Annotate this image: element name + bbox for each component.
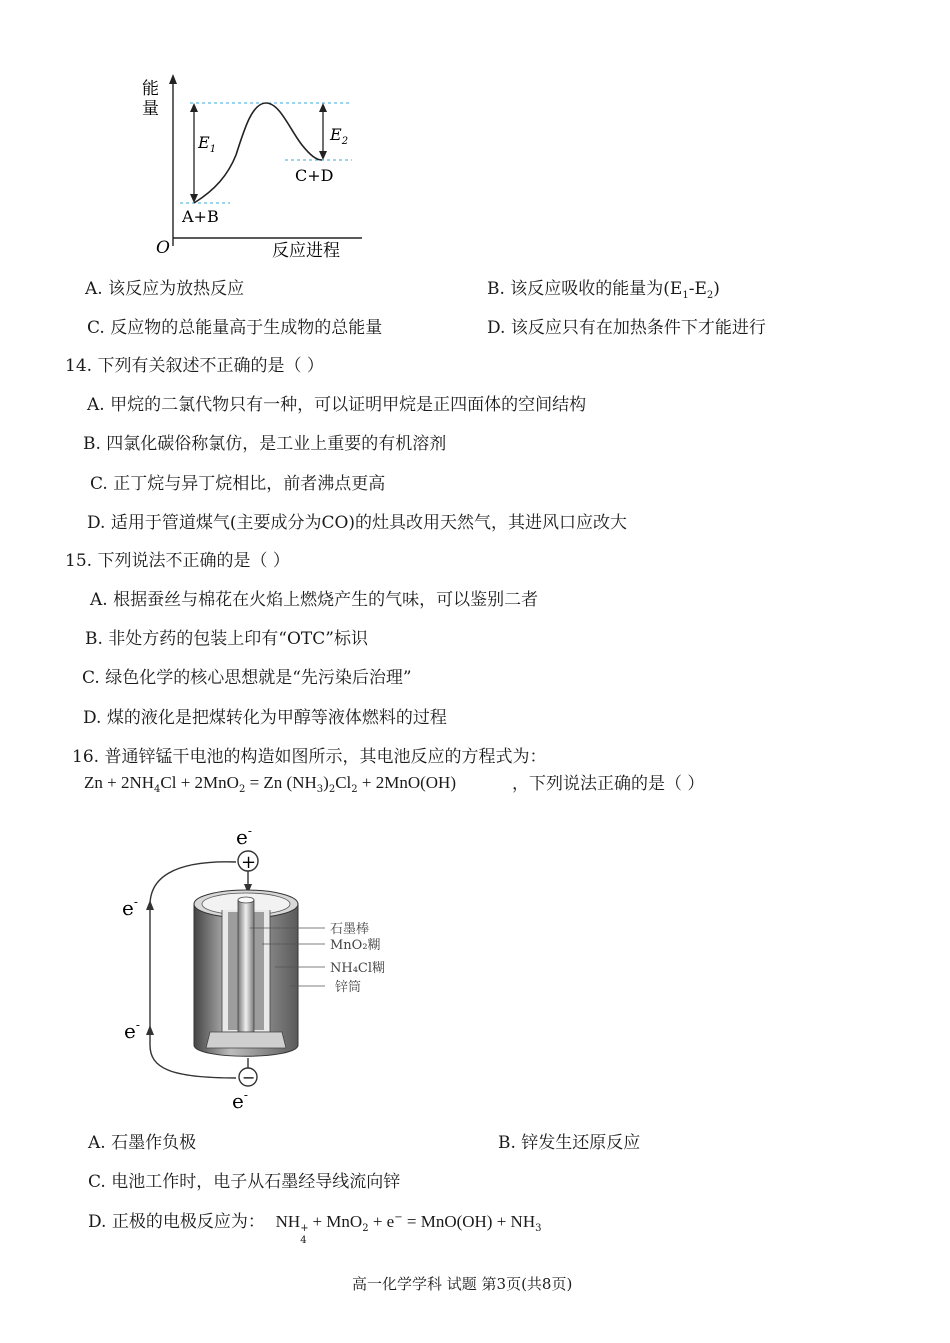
q13-option-d: D. 该反应只有在加热条件下才能进行: [487, 318, 766, 338]
energy-diagram: [130, 70, 370, 270]
electron-label-bottom: e-: [232, 1088, 248, 1113]
q15-option-d: D. 煤的液化是把煤转化为甲醇等液体燃料的过程: [83, 708, 447, 728]
battery-diagram: [110, 820, 410, 1120]
label-zinc-can: 锌筒: [335, 980, 362, 995]
products-label: C+D: [295, 166, 334, 185]
y-axis-label-top: 能: [142, 79, 159, 99]
label-graphite-rod: 石墨棒: [330, 922, 370, 937]
q14-stem: 14. 下列有关叙述不正确的是（ ）: [65, 356, 324, 376]
plus-sign: +: [241, 852, 257, 873]
q16-option-c: C. 电池工作时，电子从石墨经导线流向锌: [88, 1172, 401, 1192]
q13-option-c: C. 反应物的总能量高于生成物的总能量: [87, 318, 383, 338]
q15-stem: 15. 下列说法不正确的是（ ）: [65, 551, 290, 571]
e2-label: $E_2$: [330, 125, 349, 147]
q15-option-a: A. 根据蚕丝与棉花在火焰上燃烧产生的气味，可以鉴别二者: [90, 590, 539, 610]
electron-label-left-top: e-: [122, 895, 138, 920]
page-footer: 高一化学学科 试题 第3页(共8页): [352, 1275, 573, 1293]
minus-sign: −: [242, 1068, 256, 1087]
q16-option-d: D. 正极的电极反应为： NH + 4 + $MnO_2 + e^- = MnO(OH) + NH_3$: [88, 1212, 542, 1246]
q14-option-c: C. 正丁烷与异丁烷相比，前者沸点更高: [90, 474, 386, 494]
electron-label-left-bottom: e-: [124, 1018, 140, 1043]
q16-stem: 16. 普通锌锰干电池的构造如图所示，其电池反应的方程式为：: [72, 747, 547, 767]
label-mno2-paste: MnO₂糊: [330, 938, 381, 953]
q16-stem-tail: ，下列说法正确的是（ ）: [512, 774, 705, 794]
q16-option-a: A. 石墨作负极: [88, 1133, 197, 1153]
x-axis-label: 反应进程: [272, 241, 340, 261]
q16-equation: $Zn + 2NH_4Cl + 2MnO_2 = Zn$ $(NH_3)_2Cl_2 + 2MnO(OH)$: [84, 773, 456, 795]
q14-option-a: A. 甲烷的二氯代物只有一种，可以证明甲烷是正四面体的空间结构: [87, 395, 587, 415]
q14-option-d: D. 适用于管道煤气(主要成分为CO)的灶具改用天然气，其进风口应改大: [87, 513, 628, 533]
q15-option-b: B. 非处方药的包装上印有“OTC”标识: [85, 629, 368, 649]
origin-label: O: [156, 238, 170, 258]
label-nh4cl-paste: NH₄Cl糊: [330, 961, 386, 976]
electron-label-top: e-: [236, 824, 252, 849]
q15-option-c: C. 绿色化学的核心思想就是“先污染后治理”: [82, 668, 412, 688]
reactants-label: A+B: [182, 207, 219, 226]
y-axis-label-bottom: 量: [142, 99, 159, 119]
e1-label: $E_1$: [198, 133, 217, 155]
q13-option-a: A. 该反应为放热反应: [85, 279, 245, 299]
q13-option-b: B. 该反应吸收的能量为$(E_1-E_2)$: [487, 279, 720, 301]
q16-option-b: B. 锌发生还原反应: [498, 1133, 641, 1153]
q14-option-b: B. 四氯化碳俗称氯仿，是工业上重要的有机溶剂: [83, 434, 447, 454]
